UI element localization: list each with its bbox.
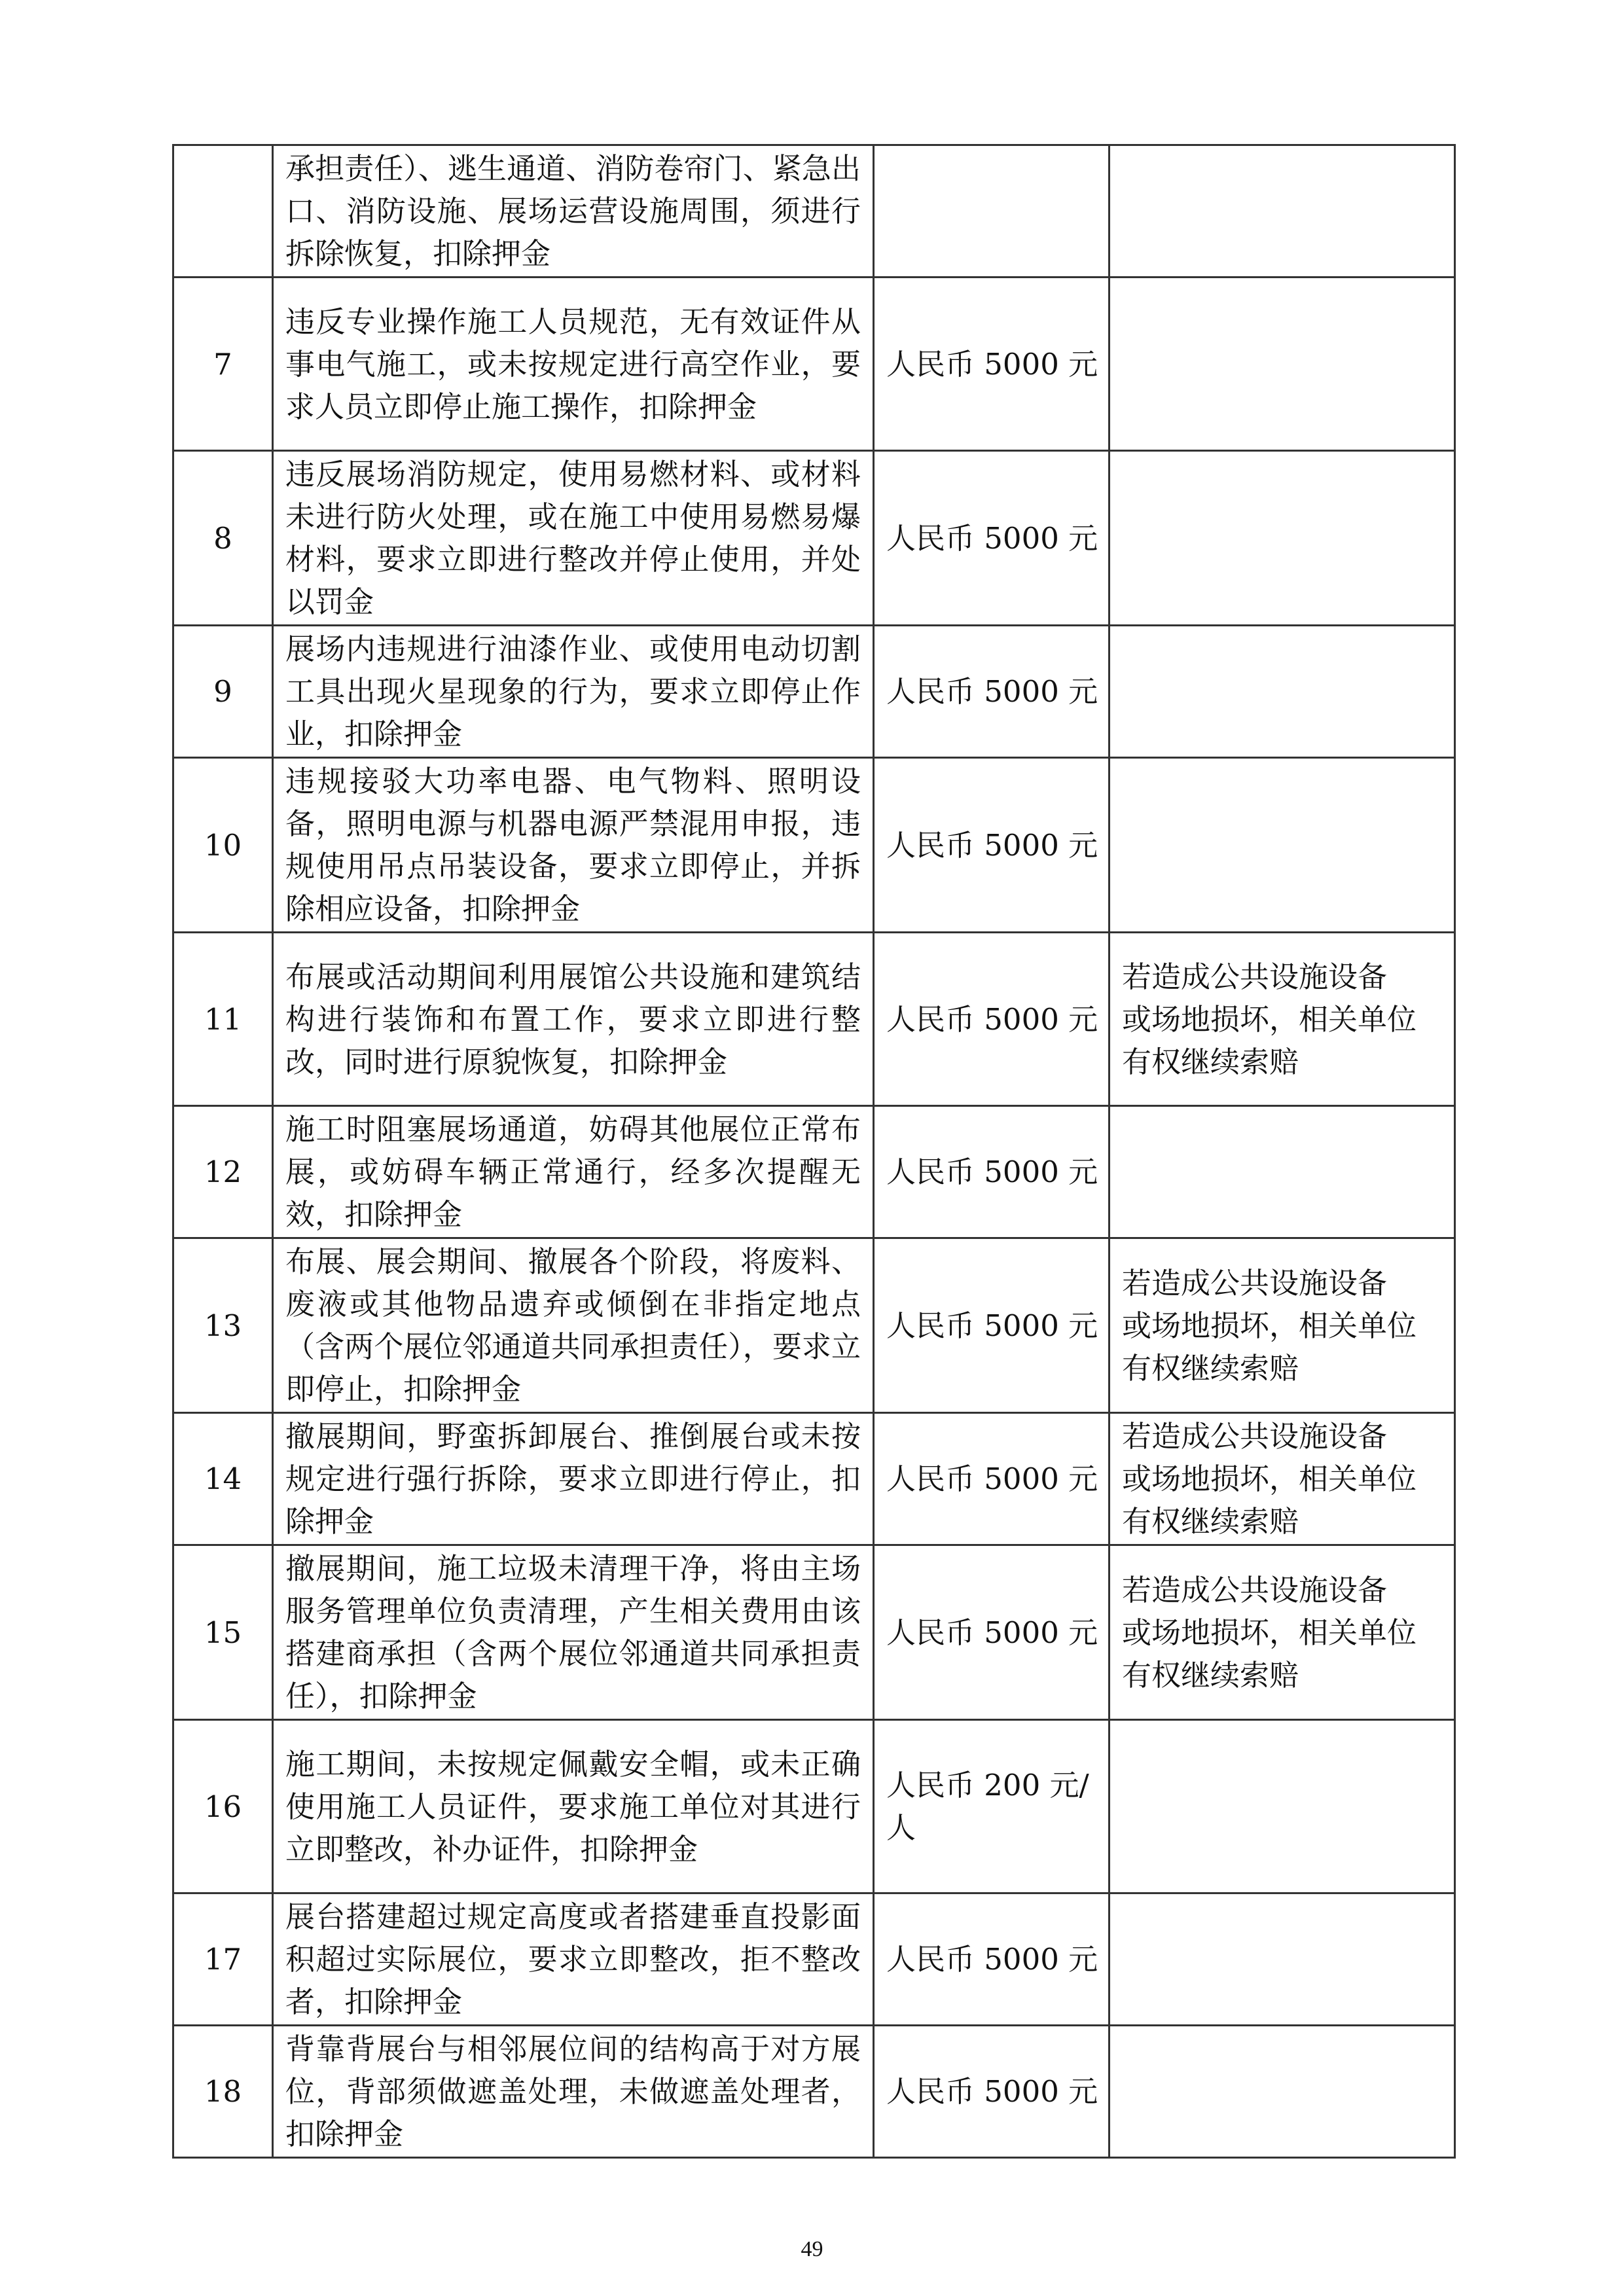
description-line: 处理者，扣除押金 [285,2074,861,2151]
description-line: 未按规定进行强行拆除，要求立即进行 [285,1419,861,1496]
remark-line: 有权继续索赔 [1122,1657,1299,1693]
table-row [173,278,1455,451]
description-line: 任），要求立即停止，扣除押金 [285,1329,861,1407]
violation-description-cell [273,1238,874,1413]
description-line: 展台搭建超过规定高度或者搭建垂直投 [285,1899,801,1934]
description-line: 作业，要求人员立即停止施工操作，扣 [285,346,861,424]
description-line: 展场内违规进行油漆作业、或使用电动 [285,632,801,666]
penalty-line: 人民币 5000 元 [886,1462,1098,1496]
penalty-cell [874,451,1110,626]
row-number-cell: 8 [173,451,273,626]
remark-line: 或场地损坏，相关单位 [1122,1462,1417,1496]
remark-cell [1110,933,1455,1106]
violation-description-cell [273,1893,874,2026]
remark-cell [1110,1413,1455,1545]
violation-description-cell [273,1413,874,1545]
row-number-cell: 10 [173,758,273,933]
penalty-cell [874,1106,1110,1238]
description-line: 紧急出口、消防设施、展场运营设施周 [285,151,861,228]
row-number-cell: 7 [173,278,273,451]
remark-cell [1110,2026,1455,2158]
violation-description-cell [273,1720,874,1893]
description-line: 易燃易爆材料，要求立即进行整改并停 [285,499,861,577]
remark-line: 或场地损坏，相关单位 [1122,1001,1417,1037]
penalty-line: 人 [886,1810,916,1845]
remark-line: 若造成公共设施设备 [1122,1419,1388,1454]
remark-cell [1110,145,1455,278]
row-number-cell: 9 [173,626,273,758]
penalty-line: 人民币 5000 元 [886,1155,1098,1189]
penalty-cell [874,1545,1110,1720]
description-line: 止使用，并处以罚金 [285,542,861,619]
description-line: 对其进行立即整改，补办证件，扣除押 [285,1789,861,1867]
description-line: 布展或活动期间利用展馆公共设施和建 [285,959,801,994]
page-number: 49 [801,2237,823,2261]
row-number-cell: 12 [173,1106,273,1238]
description-line: 件从事电气施工，或未按规定进行高空 [285,304,861,382]
remark-cell [1110,758,1455,933]
penalty-line: 人民币 5000 元 [886,2074,1098,2109]
table-row [173,1238,1455,1413]
penalty-cell [874,758,1110,933]
penalty-cell [874,1413,1110,1545]
remark-cell [1110,1106,1455,1238]
row-number-cell: 18 [173,2026,273,2158]
penalty-cell [874,278,1110,451]
penalty-line: 人民币 5000 元 [886,520,1098,556]
description-line: 正确使用施工人员证件，要求施工单位 [285,1746,861,1824]
description-line: 背靠背展台与相邻展位间的结构高于对 [285,2032,801,2066]
description-line: 施工时阻塞展场通道，妨碍其他展位正 [285,1112,801,1147]
description-line: 拒不整改者，扣除押金 [285,1942,861,2019]
table-row [173,1893,1455,2026]
penalty-line: 人民币 5000 元 [886,1615,1098,1650]
penalty-cell [874,626,1110,758]
row-number-cell: 13 [173,1238,273,1413]
penalty-line: 人民币 5000 元 [886,1001,1098,1037]
penalty-line: 人民币 5000 元 [886,346,1098,382]
description-line: 主场服务管理单位负责清理，产生相关 [285,1551,861,1628]
table-row [173,451,1455,626]
description-line: 道共同承担责任），扣除押金 [285,1636,861,1713]
remark-line: 或场地损坏，相关单位 [1122,1615,1417,1650]
description-line: 方展位，背部须做遮盖处理，未做遮盖 [285,2032,861,2109]
violation-description-cell [273,451,874,626]
table-row [173,758,1455,933]
remark-line: 有权继续索赔 [1122,1350,1299,1386]
remark-line: 若造成公共设施设备 [1122,1265,1388,1300]
description-line: 承担责任）、逃生通道、消防卷帘门、 [285,151,772,186]
description-line: 撤展期间，野蛮拆卸展台、推倒展台或 [285,1419,801,1454]
description-line: 违反专业操作施工人员规范，无有效证 [285,304,801,339]
table-row [173,1720,1455,1893]
penalty-cell [874,145,1110,278]
row-number-cell: 17 [173,1893,273,2026]
penalty-cell [874,1238,1110,1413]
description-line: 影面积超过实际展位，要求立即整改， [285,1899,861,1977]
violation-description-cell [273,278,874,451]
violation-description-cell [273,626,874,758]
description-line: 除押金 [668,389,757,424]
remark-cell [1110,1893,1455,2026]
description-line: 施工期间，未按规定佩戴安全帽，或未 [285,1746,801,1782]
description-line: 材料未进行防火处理，或在施工中使用 [285,457,861,534]
description-line: 金 [698,1044,728,1079]
description-line: 违规接驳大功率电器、电气物料、照明 [285,764,831,798]
violation-description-cell [273,933,874,1106]
penalty-line: 人民币 5000 元 [886,827,1098,863]
description-line: 设备，照明电源与机器电源严禁混用申 [285,764,861,841]
penalty-line: 人民币 5000 元 [886,674,1098,709]
table-row [173,2026,1455,2158]
remark-line: 或场地损坏，相关单位 [1122,1308,1417,1343]
table-row [173,933,1455,1106]
violation-description-cell [273,2026,874,2158]
description-line: 提醒无效，扣除押金 [285,1155,861,1232]
row-number-cell [173,145,273,278]
remark-cell [1110,626,1455,758]
description-line: 布展、展会期间、撤展各个阶段，将废 [285,1244,801,1279]
description-line: 金 [668,1831,698,1867]
table-row [173,626,1455,758]
remark-line: 若造成公共设施设备 [1122,959,1388,994]
penalty-cell [874,1893,1110,2026]
description-line: 进行整改，同时进行原貌恢复，扣除押 [285,1001,861,1079]
table-row [173,1106,1455,1238]
table-row [173,145,1455,278]
table-row [173,1545,1455,1720]
penalty-line: 人民币 5000 元 [886,1942,1098,1977]
remark-line: 有权继续索赔 [1122,1044,1299,1079]
description-line: 料、废液或其他物品遗弃或倾倒在非指 [285,1244,861,1321]
remark-cell [1110,1720,1455,1893]
description-line: 定地点（含两个展位邻通道共同承担责 [285,1287,861,1364]
rules-table-body [173,145,1455,2158]
description-line: 即停止作业，扣除押金 [285,674,861,751]
description-line: 撤展期间，施工垃圾未清理干净，将由 [285,1551,801,1586]
description-line: 报，违规使用吊点吊装设备，要求立即 [285,806,861,884]
description-line: 常布展，或妨碍车辆正常通行，经多次 [285,1112,861,1189]
penalty-line: 人民币 5000 元 [886,1308,1098,1343]
row-number-cell: 15 [173,1545,273,1720]
remark-line: 有权继续索赔 [1122,1504,1299,1539]
description-line: 停止，扣除押金 [285,1462,861,1539]
description-line: 停止，并拆除相应设备，扣除押金 [285,849,861,926]
table-row [173,1413,1455,1545]
description-line: 违反展场消防规定，使用易燃材料、或 [285,457,801,492]
description-line: 切割工具出现火星现象的行为，要求立 [285,632,861,709]
remark-cell [1110,1238,1455,1413]
penalty-cell [874,1720,1110,1893]
penalty-cell [874,2026,1110,2158]
description-line: 费用由该搭建商承担（含两个展位邻通 [285,1594,861,1671]
violation-description-cell [273,1545,874,1720]
remark-cell [1110,451,1455,626]
violation-description-cell [273,758,874,933]
row-number-cell: 14 [173,1413,273,1545]
row-number-cell: 16 [173,1720,273,1893]
violation-description-cell [273,145,874,278]
row-number-cell: 11 [173,933,273,1106]
violation-description-cell [273,1106,874,1238]
rules-table [172,144,1456,2159]
remark-cell [1110,1545,1455,1720]
remark-line: 若造成公共设施设备 [1122,1572,1388,1607]
description-line: 围，须进行拆除恢复，扣除押金 [285,194,861,271]
description-line: 筑结构进行装饰和布置工作，要求立即 [285,959,861,1037]
remark-cell [1110,278,1455,451]
penalty-cell [874,933,1110,1106]
penalty-line: 人民币 200 元/ [886,1768,1089,1803]
